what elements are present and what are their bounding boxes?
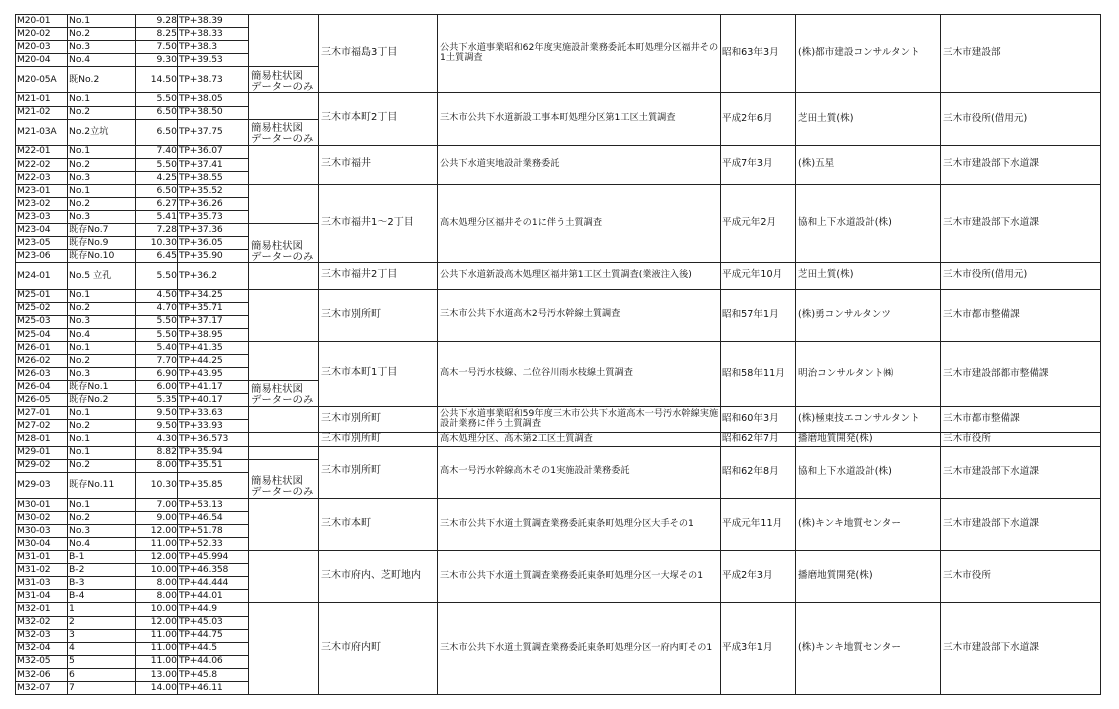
boring-depth: 11.00 bbox=[150, 629, 177, 641]
boring-id: M27-01 bbox=[17, 407, 51, 418]
survey-date: 平成元年10月 bbox=[722, 269, 783, 281]
boring-depth: 8.25 bbox=[156, 27, 177, 39]
boring-depth: 6.27 bbox=[156, 197, 177, 209]
survey-contractor: (株)五星 bbox=[798, 158, 835, 170]
survey-client: 三木市都市整備課 bbox=[943, 308, 1020, 320]
boring-depth: 8.00 bbox=[156, 590, 177, 602]
boring-id: M25-02 bbox=[17, 302, 51, 314]
boring-id: M30-03 bbox=[17, 524, 51, 536]
boring-id: M30-04 bbox=[17, 537, 51, 549]
ground-elevation: TP+35.71 bbox=[179, 302, 223, 314]
ground-elevation: TP+45.8 bbox=[179, 668, 217, 680]
ground-elevation: TP+39.53 bbox=[179, 53, 223, 65]
ground-elevation: TP+33.93 bbox=[179, 420, 223, 432]
boring-id: M21-02 bbox=[17, 106, 51, 118]
boring-number: No.1 bbox=[69, 446, 91, 458]
ground-elevation: TP+44.75 bbox=[179, 629, 223, 641]
survey-client: 三木市役所 bbox=[943, 570, 991, 582]
boring-id: M31-02 bbox=[17, 563, 51, 575]
survey-client: 三木市役所 bbox=[943, 432, 991, 444]
boring-number: No.3 bbox=[69, 315, 91, 327]
survey-table bbox=[15, 14, 1100, 694]
survey-location: 三木市府内、芝町地内 bbox=[321, 570, 421, 582]
boring-depth: 5.50 bbox=[156, 269, 177, 281]
boring-id: M23-04 bbox=[17, 223, 51, 235]
boring-number: No.2 bbox=[69, 197, 91, 209]
ground-elevation: TP+44.444 bbox=[179, 577, 229, 588]
survey-work-name: 公共下水道事業昭和62年度実施設計業務委託本町処理分区福井その1土質調査 bbox=[440, 41, 719, 64]
survey-contractor: 協和上下水道設計(株) bbox=[798, 465, 892, 477]
boring-depth: 5.50 bbox=[156, 158, 177, 170]
ground-elevation: TP+37.75 bbox=[179, 125, 223, 137]
survey-date: 昭和62年7月 bbox=[722, 432, 779, 444]
survey-contractor: (株)キンキ地質センター bbox=[798, 517, 901, 529]
survey-date: 平成元年2月 bbox=[722, 217, 777, 229]
survey-date: 昭和63年3月 bbox=[722, 47, 779, 59]
ground-elevation: TP+33.63 bbox=[179, 407, 223, 418]
ground-elevation: TP+38.05 bbox=[179, 93, 223, 105]
boring-depth: 10.30 bbox=[150, 237, 177, 248]
boring-depth: 14.50 bbox=[150, 73, 177, 85]
boring-number: 既存No.9 bbox=[69, 237, 109, 248]
boring-depth: 9.30 bbox=[156, 53, 177, 65]
boring-depth: 14.00 bbox=[150, 681, 177, 693]
boring-id: M29-02 bbox=[17, 459, 51, 471]
survey-work-name: 三木市公共下水道土質調査業務委託東条町処理分区一大塚その1 bbox=[440, 570, 704, 581]
boring-id: M22-02 bbox=[17, 158, 51, 170]
survey-work-name: 三木市公共下水道高木2号汚水幹線土質調査 bbox=[440, 308, 621, 320]
ground-elevation: TP+44.25 bbox=[179, 354, 223, 366]
survey-location: 三木市本町2丁目 bbox=[321, 112, 398, 124]
boring-number: No.2 bbox=[69, 354, 91, 366]
note-simple-log: 簡易柱状図 データーのみ bbox=[251, 383, 314, 407]
note-simple-log: 簡易柱状図 データーのみ bbox=[251, 121, 314, 145]
boring-number: No.3 bbox=[69, 367, 91, 379]
boring-number: 5 bbox=[69, 655, 75, 667]
boring-number: 3 bbox=[69, 629, 75, 641]
survey-client: 三木市建設部下水道課 bbox=[943, 465, 1039, 477]
boring-number: 7 bbox=[69, 681, 75, 693]
boring-id: M21-01 bbox=[17, 93, 51, 105]
boring-number: No.3 bbox=[69, 40, 91, 52]
boring-id: M30-01 bbox=[17, 498, 51, 510]
boring-depth: 6.50 bbox=[156, 184, 177, 196]
survey-location: 三木市本町 bbox=[321, 517, 371, 529]
note-divider bbox=[248, 341, 318, 342]
survey-date: 昭和58年11月 bbox=[722, 367, 785, 379]
ground-elevation: TP+37.17 bbox=[179, 315, 223, 327]
boring-id: M28-01 bbox=[17, 433, 51, 445]
note-simple-log: 簡易柱状図 データーのみ bbox=[251, 474, 314, 498]
boring-number: No.2 bbox=[69, 420, 91, 432]
survey-contractor: 芝田土質(株) bbox=[798, 112, 854, 124]
ground-elevation: TP+38.55 bbox=[179, 171, 223, 183]
ground-elevation: TP+36.05 bbox=[179, 237, 223, 248]
survey-client: 三木市建設部都市整備課 bbox=[943, 367, 1049, 379]
boring-id: M26-04 bbox=[17, 380, 51, 392]
boring-id: M22-03 bbox=[17, 171, 51, 183]
survey-date: 昭和60年3月 bbox=[722, 413, 779, 425]
boring-number: 既存No.7 bbox=[69, 223, 109, 235]
boring-depth: 12.00 bbox=[150, 524, 177, 536]
boring-depth: 11.00 bbox=[150, 655, 177, 667]
boring-number: No.1 bbox=[69, 433, 91, 445]
ground-elevation: TP+43.95 bbox=[179, 367, 223, 379]
boring-number: No.2 bbox=[69, 27, 91, 39]
boring-number: No.1 bbox=[69, 289, 91, 301]
survey-date: 昭和62年8月 bbox=[722, 465, 779, 477]
survey-client: 三木市建設部下水道課 bbox=[943, 642, 1039, 654]
survey-client: 三木市役所(借用元) bbox=[943, 112, 1028, 124]
boring-id: M27-02 bbox=[17, 420, 51, 432]
survey-work-name: 公共下水道実地設計業務委託 bbox=[440, 158, 560, 170]
boring-depth: 6.00 bbox=[156, 380, 177, 392]
boring-id: M24-01 bbox=[17, 269, 51, 281]
survey-location: 三木市福井2丁目 bbox=[321, 269, 398, 281]
boring-number: No.1 bbox=[69, 341, 91, 353]
boring-depth: 7.70 bbox=[156, 354, 177, 366]
boring-id: M32-05 bbox=[17, 655, 51, 667]
boring-number: No.2立坑 bbox=[69, 125, 109, 137]
ground-elevation: TP+44.01 bbox=[179, 590, 223, 602]
boring-depth: 4.50 bbox=[156, 289, 177, 301]
boring-depth: 8.00 bbox=[156, 459, 177, 471]
boring-depth: 5.50 bbox=[156, 328, 177, 340]
boring-depth: 5.41 bbox=[156, 210, 177, 222]
boring-number: No.1 bbox=[69, 498, 91, 510]
survey-work-name: 三木市公共下水道土質調査業務委託東条町処理分区大手その1 bbox=[440, 517, 694, 529]
boring-id: M23-01 bbox=[17, 184, 51, 196]
boring-id: M20-05A bbox=[17, 73, 57, 85]
survey-work-name: 三木市公共下水道土質調査業務委託東条町処理分区一府内町その1 bbox=[440, 641, 713, 653]
ground-elevation: TP+46.11 bbox=[179, 681, 223, 693]
survey-contractor: (株)都市建設コンサルタント bbox=[798, 47, 920, 59]
boring-id: M20-02 bbox=[17, 27, 51, 39]
boring-depth: 13.00 bbox=[150, 668, 177, 680]
survey-contractor: 明治コンサルタント㈱ bbox=[798, 367, 894, 379]
boring-id: M23-03 bbox=[17, 210, 51, 222]
boring-depth: 12.00 bbox=[150, 550, 177, 562]
boring-id: M23-06 bbox=[17, 250, 51, 262]
boring-id: M23-02 bbox=[17, 197, 51, 209]
ground-elevation: TP+46.358 bbox=[179, 563, 229, 575]
boring-depth: 10.00 bbox=[150, 563, 177, 575]
survey-date: 昭和57年1月 bbox=[722, 308, 779, 320]
ground-elevation: TP+38.95 bbox=[179, 328, 223, 340]
boring-number: 既存No.1 bbox=[69, 380, 109, 392]
boring-depth: 9.28 bbox=[156, 14, 177, 26]
ground-elevation: TP+41.35 bbox=[179, 341, 223, 353]
note-divider bbox=[248, 694, 318, 695]
row-divider bbox=[15, 694, 248, 695]
boring-number: B-1 bbox=[69, 550, 85, 562]
survey-location: 三木市別所町 bbox=[321, 432, 381, 444]
boring-number: No.2 bbox=[69, 459, 91, 471]
ground-elevation: TP+44.5 bbox=[179, 642, 217, 654]
boring-number: 4 bbox=[69, 642, 75, 654]
boring-number: No.1 bbox=[69, 407, 91, 418]
ground-elevation: TP+35.73 bbox=[179, 210, 223, 222]
boring-id: M32-07 bbox=[17, 681, 51, 693]
survey-contractor: (株)キンキ地質センター bbox=[798, 642, 901, 654]
ground-elevation: TP+36.07 bbox=[179, 145, 223, 157]
survey-work-name: 高木処理分区福井その1に伴う土質調査 bbox=[440, 216, 603, 228]
boring-depth: 9.50 bbox=[156, 407, 177, 418]
boring-id: M29-03 bbox=[17, 478, 51, 490]
ground-elevation: TP+38.3 bbox=[179, 40, 217, 52]
boring-depth: 5.50 bbox=[156, 93, 177, 105]
boring-id: M32-04 bbox=[17, 642, 51, 654]
survey-contractor: 協和上下水道設計(株) bbox=[798, 217, 892, 229]
survey-contractor: (株)勇コンサルタンツ bbox=[798, 308, 891, 320]
boring-id: M32-01 bbox=[17, 603, 51, 615]
boring-depth: 6.90 bbox=[156, 367, 177, 379]
ground-elevation: TP+37.36 bbox=[179, 223, 223, 235]
ground-elevation: TP+41.17 bbox=[179, 380, 223, 392]
boring-id: M25-01 bbox=[17, 289, 51, 301]
survey-location: 三木市福井 bbox=[321, 158, 371, 170]
survey-client: 三木市都市整備課 bbox=[943, 413, 1020, 425]
boring-number: No.1 bbox=[69, 184, 91, 196]
boring-id: M31-01 bbox=[17, 550, 51, 562]
boring-depth: 5.50 bbox=[156, 315, 177, 327]
boring-depth: 12.00 bbox=[150, 616, 177, 628]
ground-elevation: TP+37.41 bbox=[179, 158, 223, 170]
boring-number: 1 bbox=[69, 603, 75, 615]
boring-number: No.2 bbox=[69, 158, 91, 170]
boring-id: M29-01 bbox=[17, 446, 51, 458]
survey-contractor: 播磨地質開発(株) bbox=[798, 432, 873, 444]
boring-depth: 11.00 bbox=[150, 537, 177, 549]
ground-elevation: TP+46.54 bbox=[179, 511, 223, 523]
boring-depth: 6.50 bbox=[156, 106, 177, 118]
ground-elevation: TP+38.73 bbox=[179, 73, 223, 85]
boring-depth: 10.30 bbox=[150, 478, 177, 490]
boring-number: 2 bbox=[69, 616, 75, 628]
boring-id: M25-04 bbox=[17, 328, 51, 340]
ground-elevation: TP+45.994 bbox=[179, 550, 229, 562]
ground-elevation: TP+38.39 bbox=[179, 14, 223, 26]
boring-id: M30-02 bbox=[17, 511, 51, 523]
survey-date: 平成2年3月 bbox=[722, 570, 773, 582]
survey-date: 平成3年1月 bbox=[722, 642, 773, 654]
boring-id: M26-02 bbox=[17, 354, 51, 366]
ground-elevation: TP+44.9 bbox=[179, 603, 217, 615]
ground-elevation: TP+45.03 bbox=[179, 616, 223, 628]
boring-number: No.1 bbox=[69, 145, 91, 157]
survey-client: 三木市建設部 bbox=[943, 47, 1001, 59]
ground-elevation: TP+52.33 bbox=[179, 537, 223, 549]
boring-number: No.2 bbox=[69, 106, 91, 118]
boring-number: 既存No.2 bbox=[69, 393, 109, 405]
boring-id: M20-03 bbox=[17, 40, 51, 52]
survey-contractor: 芝田土質(株) bbox=[798, 269, 854, 281]
boring-id: M32-03 bbox=[17, 629, 51, 641]
survey-client: 三木市建設部下水道課 bbox=[943, 158, 1039, 170]
boring-id: M32-02 bbox=[17, 616, 51, 628]
boring-depth: 6.50 bbox=[156, 125, 177, 137]
boring-number: No.2 bbox=[69, 302, 91, 314]
note-divider bbox=[248, 446, 318, 447]
boring-depth: 4.30 bbox=[156, 433, 177, 445]
boring-id: M32-06 bbox=[17, 668, 51, 680]
survey-location: 三木市別所町 bbox=[321, 308, 381, 320]
boring-number: No.4 bbox=[69, 537, 91, 549]
boring-number: B-3 bbox=[69, 577, 85, 588]
boring-id: M26-01 bbox=[17, 341, 51, 353]
survey-location: 三木市福井1～2丁目 bbox=[321, 216, 414, 228]
note-simple-log: 簡易柱状図 データーのみ bbox=[251, 69, 314, 93]
boring-number: No.3 bbox=[69, 524, 91, 536]
boring-number: 既存No.11 bbox=[69, 478, 115, 490]
boring-number: No.4 bbox=[69, 53, 91, 65]
boring-depth: 7.00 bbox=[156, 498, 177, 510]
ground-elevation: TP+35.85 bbox=[179, 478, 223, 490]
ground-elevation: TP+35.51 bbox=[179, 459, 223, 471]
ground-elevation: TP+36.2 bbox=[179, 269, 217, 281]
ground-elevation: TP+35.90 bbox=[179, 250, 223, 262]
ground-elevation: TP+40.17 bbox=[179, 393, 223, 405]
boring-id: M22-01 bbox=[17, 145, 51, 157]
boring-id: M20-04 bbox=[17, 53, 51, 65]
ground-elevation: TP+36.26 bbox=[179, 197, 223, 209]
boring-number: No.1 bbox=[69, 93, 91, 105]
survey-location: 三木市別所町 bbox=[321, 413, 381, 425]
note-divider bbox=[248, 289, 318, 290]
boring-id: M31-04 bbox=[17, 590, 51, 602]
ground-elevation: TP+51.78 bbox=[179, 524, 223, 536]
survey-client: 三木市役所(借用元) bbox=[943, 269, 1028, 281]
boring-depth: 6.45 bbox=[156, 250, 177, 262]
note-divider bbox=[248, 184, 318, 185]
boring-number: No.3 bbox=[69, 171, 91, 183]
note-divider bbox=[248, 14, 318, 15]
survey-location: 三木市府内町 bbox=[321, 641, 381, 653]
survey-work-name: 公共下水道新設高木処理区福井第1工区土質調査(業液注入後) bbox=[440, 269, 692, 281]
boring-depth: 9.50 bbox=[156, 420, 177, 432]
boring-depth: 7.50 bbox=[156, 40, 177, 52]
boring-number: No.4 bbox=[69, 328, 91, 340]
boring-depth: 7.40 bbox=[156, 145, 177, 157]
boring-depth: 8.00 bbox=[156, 577, 177, 588]
survey-date: 平成2年6月 bbox=[722, 112, 773, 124]
boring-depth: 10.00 bbox=[150, 603, 177, 615]
boring-depth: 5.40 bbox=[156, 341, 177, 353]
ground-elevation: TP+38.33 bbox=[179, 27, 223, 39]
boring-depth: 4.70 bbox=[156, 302, 177, 314]
survey-work-name: 高木一号汚水枝線、二位谷川雨水枝線土質調査 bbox=[440, 367, 633, 379]
boring-depth: 8.82 bbox=[156, 446, 177, 458]
ground-elevation: TP+44.06 bbox=[179, 655, 223, 667]
boring-number: No.3 bbox=[69, 210, 91, 222]
boring-id: M26-05 bbox=[17, 393, 51, 405]
group-divider bbox=[318, 694, 1100, 695]
boring-number: No.1 bbox=[69, 14, 91, 26]
survey-client: 三木市建設部下水道課 bbox=[943, 217, 1039, 229]
ground-elevation: TP+38.50 bbox=[179, 106, 223, 118]
boring-id: M21-03A bbox=[17, 125, 57, 137]
survey-work-name: 三木市公共下水道新設工事本町処理分区第1工区土質調査 bbox=[440, 112, 676, 124]
boring-id: M25-03 bbox=[17, 315, 51, 327]
boring-depth: 11.00 bbox=[150, 642, 177, 654]
survey-work-name: 高木一号汚水幹線高木その1実施設計業務委託 bbox=[440, 465, 630, 477]
boring-number: B-4 bbox=[69, 590, 85, 602]
boring-number: 既存No.10 bbox=[69, 250, 115, 262]
survey-location: 三木市本町1丁目 bbox=[321, 367, 398, 379]
boring-depth: 7.28 bbox=[156, 223, 177, 235]
boring-id: M26-03 bbox=[17, 367, 51, 379]
boring-number: B-2 bbox=[69, 563, 85, 575]
note-simple-log: 簡易柱状図 データーのみ bbox=[251, 239, 314, 263]
boring-id: M20-01 bbox=[17, 14, 51, 26]
survey-location: 三木市別所町 bbox=[321, 465, 381, 477]
survey-contractor: 播磨地質開発(株) bbox=[798, 570, 873, 582]
survey-work-name: 高木処理分区、高木第2工区土質調査 bbox=[440, 432, 593, 444]
boring-id: M23-05 bbox=[17, 237, 51, 248]
survey-date: 平成7年3月 bbox=[722, 158, 773, 170]
boring-depth: 4.25 bbox=[156, 171, 177, 183]
boring-number: 6 bbox=[69, 668, 75, 680]
note-divider bbox=[248, 602, 318, 603]
note-divider bbox=[248, 550, 318, 551]
survey-contractor: (株)極東技エコンサルタント bbox=[798, 413, 920, 425]
boring-number: 既No.2 bbox=[69, 73, 100, 85]
survey-client: 三木市建設部下水道課 bbox=[943, 517, 1039, 529]
ground-elevation: TP+34.25 bbox=[179, 289, 223, 301]
ground-elevation: TP+53.13 bbox=[179, 498, 223, 510]
boring-number: No.5 立孔 bbox=[69, 269, 112, 281]
ground-elevation: TP+35.52 bbox=[179, 184, 223, 196]
boring-depth: 5.35 bbox=[156, 393, 177, 405]
boring-number: No.2 bbox=[69, 511, 91, 523]
ground-elevation: TP+36.573 bbox=[179, 433, 229, 445]
survey-date: 平成元年11月 bbox=[722, 517, 783, 529]
boring-depth: 9.00 bbox=[156, 511, 177, 523]
boring-id: M31-03 bbox=[17, 577, 51, 588]
note-divider bbox=[248, 432, 318, 433]
survey-location: 三木市福島3丁目 bbox=[321, 46, 398, 58]
survey-work-name: 公共下水道事業昭和59年度三木市公共下水道高木一号汚水幹線実施設計業務に伴う土質調査 bbox=[440, 407, 719, 430]
ground-elevation: TP+35.94 bbox=[179, 446, 223, 458]
